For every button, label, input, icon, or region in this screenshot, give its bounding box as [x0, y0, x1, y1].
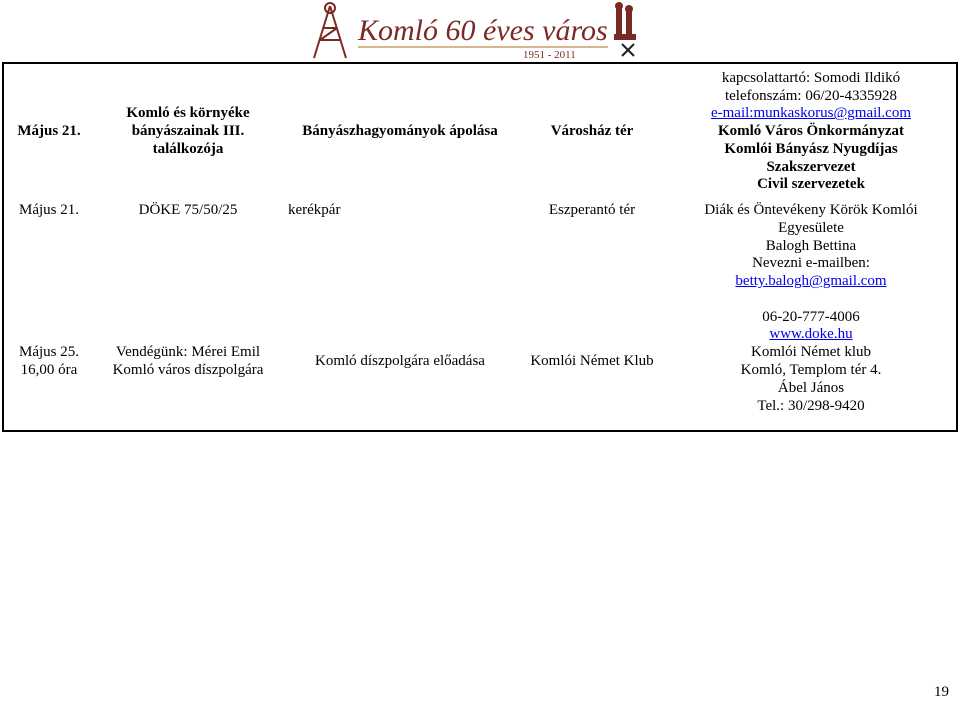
event-date: Május 21. — [17, 123, 81, 140]
organizer-line: Komlói Bányász Nyugdíjas — [724, 140, 898, 157]
event-contact — [664, 62, 958, 202]
organizer-line: Szakszervezet — [766, 158, 856, 175]
event-description: kerékpár — [288, 202, 341, 218]
komlo-60-logo — [308, 0, 644, 62]
event-title: DÖKE 75/50/25 — [138, 202, 238, 218]
table-row — [2, 296, 958, 428]
event-organizer: Diák és Öntevékeny Körök Komlói Egyesülete Balogh Bettina Nevezni e-mailben: betty.balogh@gmail.com — [664, 202, 958, 296]
table-row — [2, 202, 958, 296]
table-border-bottom — [2, 430, 958, 432]
logo — [308, 0, 644, 62]
contact-phone: 06-20-777-4006 — [762, 308, 860, 325]
event-venue: Komlói Német Klub — [530, 353, 654, 370]
logo-years: 1951 - 2011 — [523, 49, 576, 61]
event-venue: Eszperantó tér — [548, 202, 636, 218]
miners-icon — [614, 2, 636, 40]
organizer-email-link[interactable]: betty.balogh@gmail.com — [735, 273, 887, 290]
logo-title: Komló 60 éves város — [358, 14, 608, 47]
event-guest: Vendégünk: Mérei Emil Komló város díszpolgára — [112, 344, 264, 378]
contact-email-link[interactable]: e-mail:munkaskorus@gmail.com — [710, 105, 912, 122]
event-contact: 06-20-777-4006 www.doke.hu Komlói Német klub Komló, Templom tér 4. Ábel János Tel.: 30/298-9420 — [664, 296, 958, 428]
organizer-line: Civil szervezetek — [757, 176, 865, 193]
contact-person: kapcsolattartó: Somodi Ildikó — [721, 69, 901, 86]
table-row — [2, 62, 958, 202]
event-venue: Városház tér — [550, 123, 634, 140]
page-number: 19 — [934, 684, 949, 700]
event-date: Május 21. — [19, 202, 79, 218]
event-description: Bányászhagyományok ápolása — [302, 123, 498, 140]
contact-web-link[interactable]: www.doke.hu — [769, 326, 853, 343]
event-description: Komló díszpolgára előadása — [315, 353, 485, 370]
contact-phone: telefonszám: 06/20-4335928 — [724, 87, 898, 104]
event-date: Május 25. 16,00 óra — [19, 344, 79, 378]
event-title: Komló és környéke bányászainak III. találkozója — [126, 105, 250, 157]
mine-tower-icon — [314, 3, 346, 58]
hammer-and-pick-icon — [622, 44, 634, 56]
events-table — [2, 62, 958, 428]
organizer-line: Komló Város Önkormányzat — [717, 123, 905, 140]
